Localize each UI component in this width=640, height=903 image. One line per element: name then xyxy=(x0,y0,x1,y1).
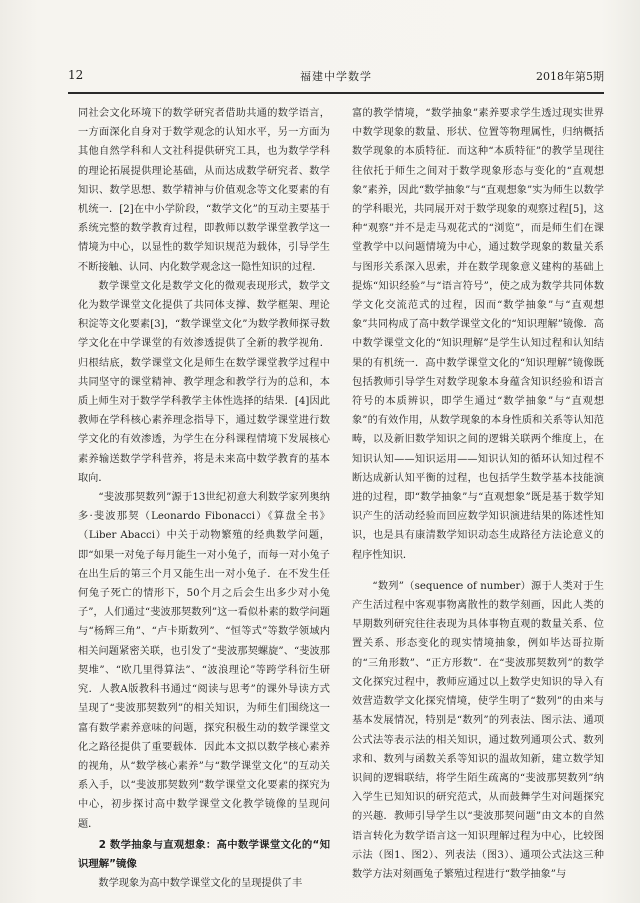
issue-label: 2018年第5期 xyxy=(536,70,604,83)
left-column xyxy=(78,104,330,893)
paragraph: “数列”（sequence of number）源于人类对于生产生活过程中客观事物离散性的数学刻画，因此人类的早期数列研究往往表现为具体事物直观的数量关系、位置关系、形态变化的现实情境抽象，例如毕达哥拉斯的“三角形数”、“正方形数”．在“斐波那契数列”的数学文化探究过程中，教师应通过以上数学史知识的导入有效营造数学文化探究情境，使学生明了“数列”的由来与基本发展情况，特别是“数列”的列表法、图示法、通项公式法等表示法的相关知识，通过数列通项公式、数列求和、数列与函数关系等知识的温故知新，建立数学知识间的逻辑联结，将学生陌生疏离的“斐波那契数列”纳入学生已知知识的研究范式，从而鼓舞学生对问题探究的兴趣．教师引导学生以“斐波那契问题”由文本的自然语言转化为数学语言这一知识理解过程为中心，比较图示法（图1、图2）、列表法（图3）、通项公式法这三种数学方法对刻画兔子繁殖过程进行“数学抽象”与 xyxy=(352,580,604,880)
paragraph: 数学课堂文化是数学文化的微观表现形式，数学文化为数学课堂文化提供了共同体支撑、数学框架、理论积淀等文化要素[3]，“数学课堂文化”为数学教师探寻数学文化在中学课堂的有效渗透提供了全新的教学视角．归根结底，数学课堂文化是师生在数学课堂教学过程中共同坚守的课堂精神、教学理念和教学行为的总和，本质上师生对于数学学科教学主体性选择的结果．[4]因此教师在学科核心素养理念指导下，通过数学课堂进行数学文化的有效渗透，为学生在分科课程情境下发展核心素养输送数学学科营养，将是未来高中数学教育的基本取向． xyxy=(78,280,330,484)
paragraph: “斐波那契数列”源于13世纪初意大利数学家列奥纳多·斐波那契（Leonardo Fibonacci）《算盘全书》（Liber Abacci）中关于动物繁殖的经典数学问题，即“如果一对兔子每月能生一对小兔子，而每一对小兔子在出生后的第三个月又能生出一对小兔子．在不发生任何兔子死亡的情形下，50个月之后会生出多少对小兔子”，人们通过“斐波那契数列”这一看似朴素的数学问题与“杨辉三角”、“卢卡斯数列”、“恒等式”等数学领域内相关问题紧密关联，也引发了“斐波那契螺旋”、“斐波那契堆”、“欧几里得算法”、“波浪理论”等跨学科衍生研究．人教A版教科书通过“阅读与思考”的课外导读方式呈现了“斐波那契数列”的相关知识，为师生们围绕这一富有数学素养意味的问题，探究积极生动的数学课堂文化之路径提供了重要载体．因此本文拟以数学核心素养的视角，从“数学核心素养”与“数学课堂文化”的互动关系入手，以“斐波那契数列”数学课堂文化要素的探究为中心，初步探讨高中数学课堂文化教学镜像的呈现问题． xyxy=(78,492,330,830)
paragraph: 富的教学情境，“数学抽象”素养要求学生透过现实世界中数学现象的数量、形状、位置等物理属性，归纳概括数学现象的本质特征．而这种“本质特征”的教学呈现往往依托于师生之间对于数学现象形态与变化的“直观想象”素养，因此“数学抽象”与“直观想象”实为师生以数学的学科眼光，共同展开对于数学现象的观察过程[5]，这种“观察”并不是走马观花式的“浏览”，而是师生们在课堂教学中以问题情境为中心，通过数学现象的数量关系与图形关系深入思索，并在数学现象意义建构的基础上提炼“知识经验”与“语言符号”，使之成为数学共同体数学文化交流范式的过程，因而“数学抽象”与“直观想象”共同构成了高中数学课堂文化的“知识理解”镜像．高中数学课堂文化的“知识理解”是学生认知过程和认知结果的有机统一．高中数学课堂文化的“知识理解”镜像既包括教师引导学生对数学现象本身蕴含知识经验和语言符号的本质辨识，即学生通过“数学抽象”与“直观想象”的有效作用，从数学现象的本身性质和关系等认知范畴，以及新旧数学知识之间的逻辑关联两个维度上，在知识认知——知识运用——知识认知的循环认知过程不断达成新认知平衡的过程，也包括学生数学基本技能演进的过程，即“数学抽象”与“直观想象”既是基于数学知识产生的活动经验而回应数学知识演进结果的陈述性知识，也是具有康清数学知识动态生成路径方法论意义的程序性知识． xyxy=(352,108,604,561)
journal-title: 福建中学数学 xyxy=(300,70,372,83)
right-column xyxy=(352,104,604,884)
paragraph: 数学现象为高中数学课堂文化的呈现提供了丰 xyxy=(98,877,303,889)
page-number: 12 xyxy=(68,68,84,82)
section-heading: 2 数学抽象与直观想象：高中数学课堂文化的“知识理解”镜像 xyxy=(78,838,330,870)
paragraph: 同社会文化环境下的数学研究者借助共通的数学语言，一方面深化自身对于数学观念的认知水平，另一方面为其他自然学科和人文社科提供研究工具，也为数学学科的理论拓展提供理论基础，从而达成数学研究者、数学知识、数学思想、数学精神与价值观念等文化要素的有机统一．[2]在中小学阶段，“数学文化”的互动主要基于系统完整的数学教育过程，即教师以数学课堂教学这一情境为中心，以显性的数学知识规范为载体，引导学生不断接触、认同、内化数学观念这一隐性知识的过程． xyxy=(78,108,330,273)
paragraph-gap xyxy=(352,565,604,577)
running-header xyxy=(68,66,604,94)
